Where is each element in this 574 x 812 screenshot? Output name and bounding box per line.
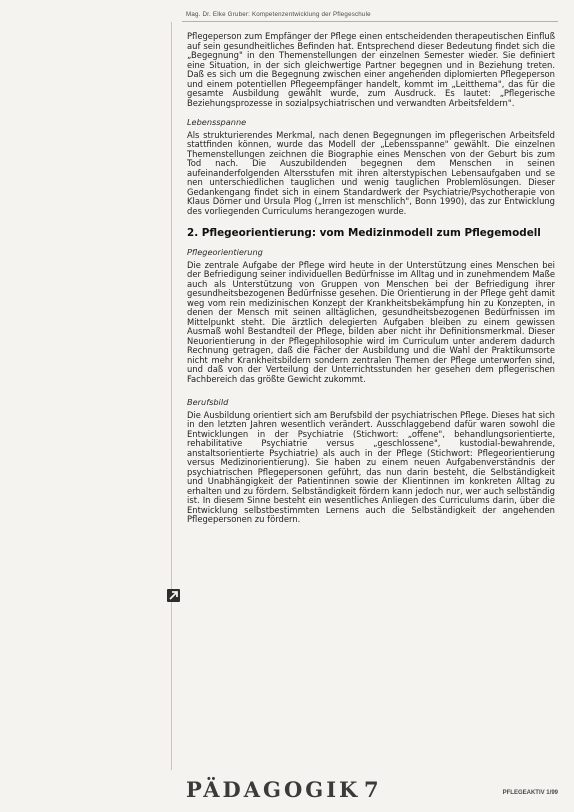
- subheading-pflegeorientierung: Pflegeorientierung: [187, 247, 263, 257]
- pflegeorientierung-paragraph: Die zentrale Aufgabe der Pflege wird heute in der Unterstützung eines Menschen bei der Befriedigung seiner individuellen Bedürfnisse im Alltag und in zunehmendem Maße auch als Unterstützung von Gruppen von Menschen bei der Befriedigung ihrer gesundheitsbezogenen Bedürfnisse gesehen. Die Orientierung in der Pflege geht damit weg vom rein medizinischen Konzept der Krankheitsbekämpfung hin zu Konzepten, in denen der Mensch mit seinen alltäglichen, gesundheitsbezogenen Bedürfnissen im Mittelpunkt steht. Die ärztlich delegierten Aufgaben bleiben zu einem gewissen Ausmaß wohl Bestandteil der Pflege, bilden aber nicht ihr Definitionsmerkmal. Dieser Neuorientierung in der Pflegephilosophie wird im Curriculum unter anderem dadurch Rechnung getragen, daß die Fächer der Ausbildung und die Wahl der Praktikumsorte nicht mehr Krankheitsbildern sondern zentralen Themen der Pflege unterworfen sind, und daß von der Verteilung der Unterrichtsstunden her gesehen dem pflegerischen Fachbereich das größte Gewicht zukommt.: [187, 259, 555, 384]
- intro-paragraph: Pflegeperson zum Empfänger der Pflege einen entscheidenden therapeutischen Einfluß auf sein gesundheitliches Befinden hat. Entsprechend dieser Bedeutung findet sich die „Begegnung" in den Themenstellungen der einzelnen Semester wieder. Sie definiert eine Situation, in der sich gleichwertige Partner begegnen und in Beziehung treten. Daß es sich um die Begegnung zwischen einer angehenden diplomierten Pflegeperson und einem potentiellen Pflegeempfänger handelt, kommt im „Leitthema", das für die gesamte Ausbildung gewählt wurde, zum Ausdruck. Es lautet: „Pflegerische Beziehungsprozesse in sozialpsychiatrischen und verwandten Arbeitsfeldern".: [187, 31, 555, 108]
- margin-rule: [171, 22, 172, 770]
- page-number: 7: [364, 777, 379, 802]
- lebensspanne-paragraph: Als strukturierendes Merkmal, nach denen Begegnungen im pflegerischen Arbeitsfeld stattfinden können, wurde das Modell der „Lebensspanne" gewählt. Die einzelnen Themenstellungen zeichnen die Biographie eines Menschen von der Geburt bis zum Tod nach. Die Auszubildenden begegnen dem Menschen in seinen aufeinanderfolgenden Altersstufen mit ihren alterstypischen Lebensaufgaben und se nen unterschiedlichen tauglichen und wenig tauglichen Problemlösungen. Dieser Gedankengang findet sich in einem Standardwerk der Psychiatrie/Psychotherapie von Klaus Dörner und Ursula Plog („Irren ist menschlich", Bonn 1990), das zur Entwicklung des vorliegenden Curriculums herangezogen wurde.: [187, 129, 555, 216]
- article-body: [187, 32, 555, 525]
- header-rule: [182, 21, 558, 22]
- arrow-up-right-icon: [167, 589, 180, 602]
- section-title: 2. Pflegeorientierung: vom Medizinmodell zum Pflegemodell: [187, 227, 541, 239]
- subheading-lebensspanne: Lebensspanne: [187, 117, 247, 127]
- footer-issue: PFLEGEAKTIV 1/99: [502, 790, 558, 796]
- running-header: Mag. Dr. Elke Gruber: Kompetenzentwicklung der Pflegeschule: [186, 11, 371, 18]
- subheading-berufsbild: Berufsbild: [187, 397, 229, 407]
- footer-section-title: PÄDAGOGIK: [186, 777, 361, 802]
- berufsbild-paragraph: Die Ausbildung orientiert sich am Berufsbild der psychiatrischen Pflege. Dieses hat sich in den letzten Jahren wesentlich verändert. Ausschlaggebend dafür waren sowohl die Entwicklungen in der Psychiatrie (Stichwort: „offene", behandlungsorientierte, rehabilitative Psychiatrie versus „geschlossene", kustodial-bewahrende, anstaltsorientierte Psychiatrie) als auch in der Pflege (Stichwort: Pflegeorientierung versus Medizinorientierung). Sie haben zu einem neuen Aufgabenverständnis der psychiatrischen Pflegepersonen geführt, das nun darin besteht, die Selbständigkeit und Unabhängigkeit der Patientinnen sowie der Klientinnen im konkreten Alltag zu erhalten und zu fördern. Selbständigkeit fördern kann jedoch nur, wer auch selbständig ist. In diesem Sinne besteht ein wesentliches Anliegen des Curriculums darin, über die Entwicklung selbstbestimmten Lernens auch die Selbständigkeit der angehenden Pflegepersonen zu fördern.: [187, 409, 555, 524]
